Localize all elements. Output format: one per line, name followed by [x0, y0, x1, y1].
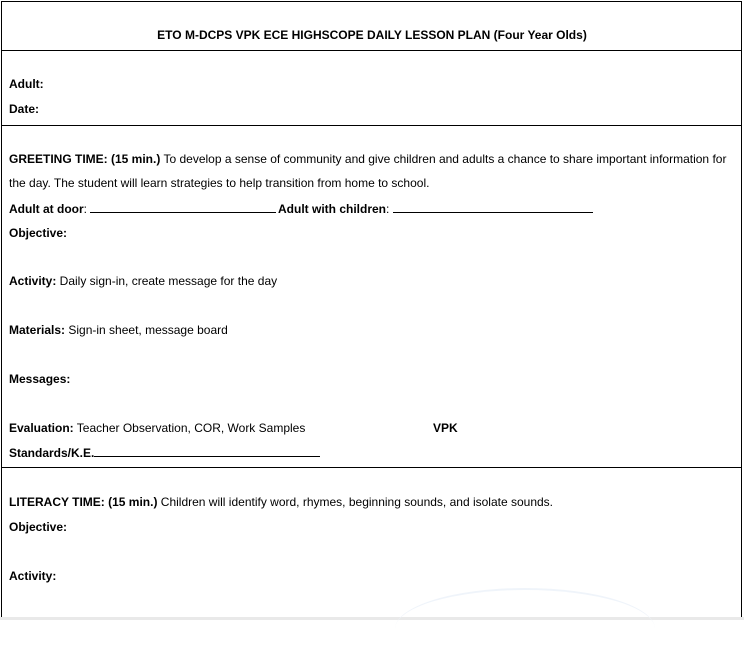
- literacy-heading: LITERACY TIME: (15 min.): [9, 495, 158, 509]
- adult-label: Adult:: [9, 77, 44, 91]
- literacy-activity-label: Activity:: [9, 569, 57, 583]
- standards-row: [9, 445, 320, 460]
- greeting-description-2: the day. The student will learn strategies to help transition from home to school.: [9, 176, 430, 190]
- greeting-evaluation-label: Evaluation:: [9, 421, 74, 435]
- divider-header: [1, 125, 742, 126]
- literacy-objective-label: Objective:: [9, 520, 68, 534]
- greeting-activity-value: Daily sign-in, create message for the day: [56, 274, 278, 288]
- adult-at-door-colon: :: [83, 202, 91, 216]
- literacy-row: [9, 495, 553, 509]
- greeting-line1: [9, 152, 726, 166]
- greeting-heading: GREETING TIME: (15 min.): [9, 152, 161, 166]
- greeting-materials-value: Sign-in sheet, message board: [65, 323, 228, 337]
- greeting-materials-label: Materials:: [9, 323, 66, 337]
- date-label: Date:: [9, 102, 40, 116]
- standards-blank[interactable]: [94, 445, 320, 457]
- table-frame: [1, 1, 742, 617]
- greeting-activity-row: [9, 274, 277, 288]
- greeting-activity-label: Activity:: [9, 274, 57, 288]
- standards-label: Standards/K.E.: [9, 446, 95, 460]
- divider-title: [1, 50, 742, 51]
- vpk-label: VPK: [433, 421, 458, 435]
- greeting-description-1: To develop a sense of community and give children and adults a chance to share important information for: [160, 152, 727, 166]
- adult-at-door-blank[interactable]: [90, 201, 276, 213]
- adult-at-door-row: [9, 201, 276, 216]
- page-title: ETO M-DCPS VPK ECE HIGHSCOPE DAILY LESSON PLAN (Four Year Olds): [157, 28, 587, 42]
- adult-at-door-label: Adult at door: [9, 202, 84, 216]
- greeting-evaluation-value: Teacher Observation, COR, Work Samples: [73, 421, 306, 435]
- greeting-evaluation-row: [9, 421, 305, 435]
- greeting-messages-label: Messages:: [9, 372, 71, 386]
- adult-with-children-blank[interactable]: [393, 201, 593, 213]
- greeting-materials-row: [9, 323, 228, 337]
- divider-greeting: [1, 467, 742, 468]
- watermark-arc: [395, 588, 655, 670]
- adult-with-children-row: [278, 201, 593, 216]
- literacy-description: Children will identify word, rhymes, beginning sounds, and isolate sounds.: [157, 495, 554, 509]
- greeting-objective-label: Objective:: [9, 226, 68, 240]
- adult-with-children-label: Adult with children: [278, 202, 386, 216]
- adult-with-children-colon: :: [386, 202, 393, 216]
